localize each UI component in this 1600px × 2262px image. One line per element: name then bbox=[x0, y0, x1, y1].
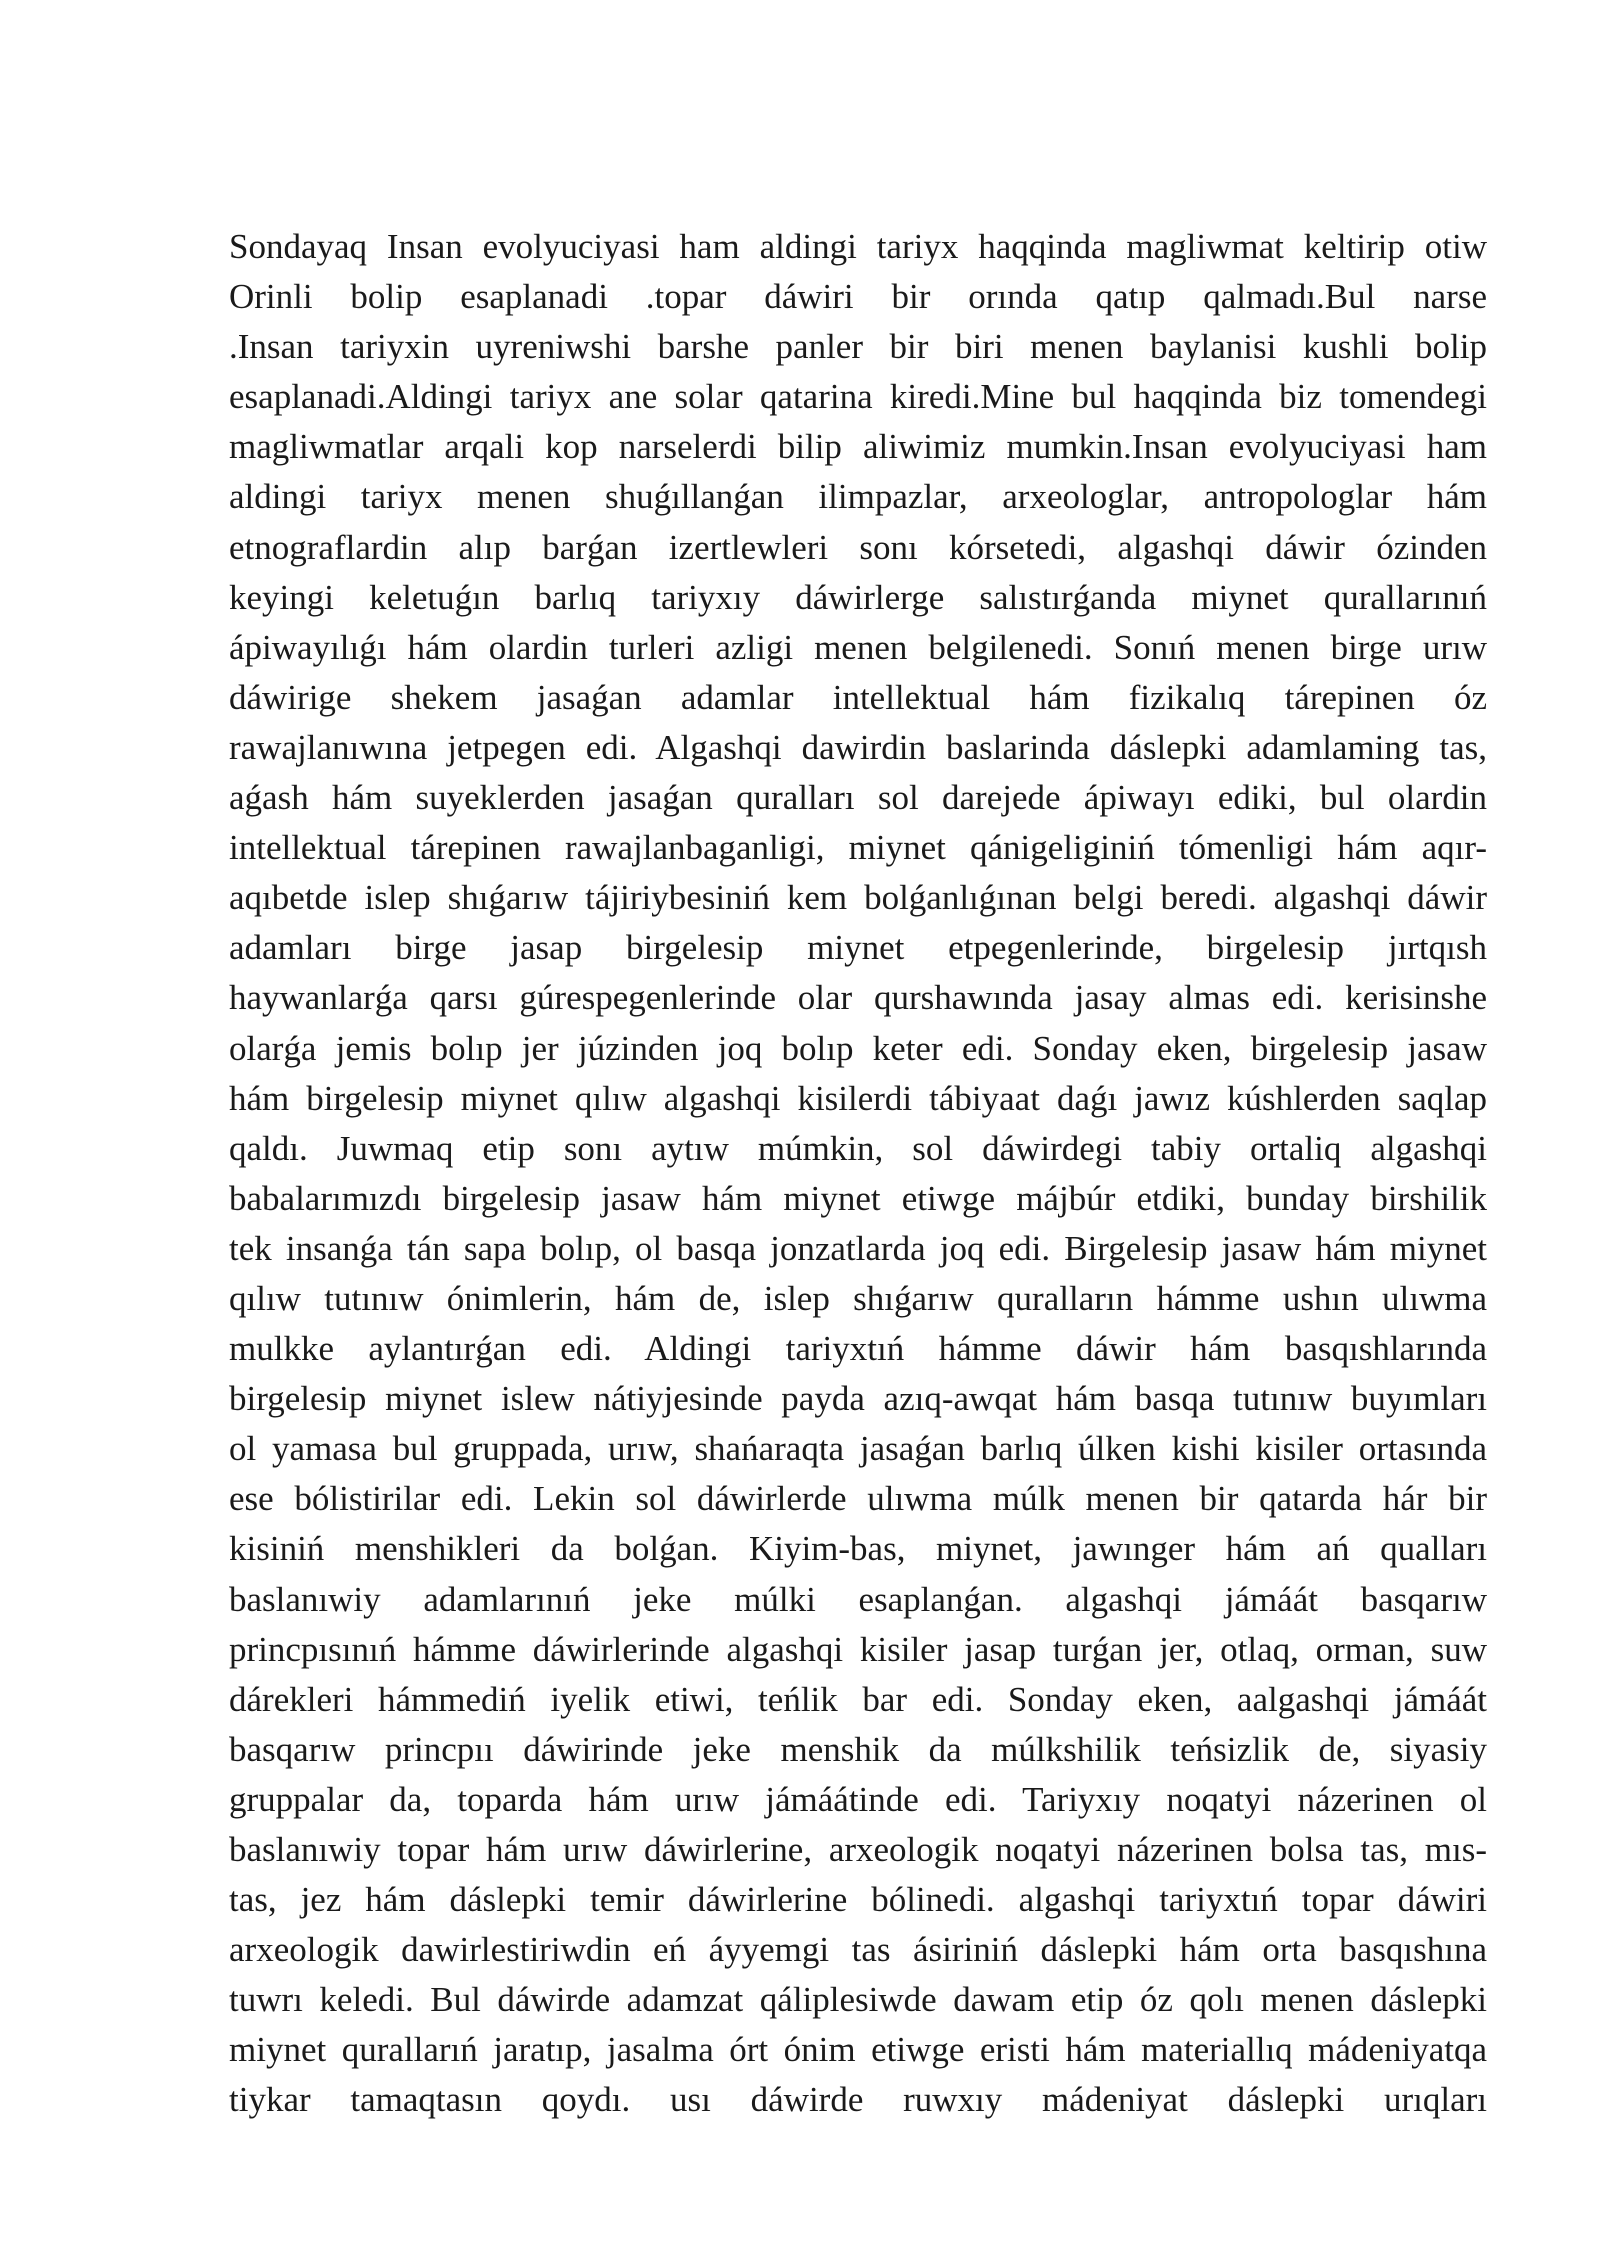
text-line: aqıbetde islep shıǵarıw tájiriybesiniń kem bolǵanlıǵınan belgi beredi. algashqi dáwir bbox=[229, 878, 1487, 918]
text-line: haywanlarǵa qarsı gúrespegenlerinde olar qurshawında jasay almas edi. kerisinshe bbox=[229, 978, 1487, 1018]
text-line: qaldı. Juwmaq etip sonı aytıw múmkin, sol dáwirdegi tabiy ortaliq algashqi bbox=[229, 1128, 1487, 1168]
text-line: hám birgelesip miynet qılıw algashqi kisilerdi tábiyaat daǵı jawız kúshlerden saqlap bbox=[229, 1078, 1487, 1118]
text-line: dáwirige shekem jasaǵan adamlar intellektual hám fizikalıq tárepinen óz bbox=[229, 677, 1487, 717]
text-line: Sondayaq Insan evolyuciyasi ham aldingi tariyx haqqinda magliwmat keltirip otiw bbox=[229, 227, 1487, 266]
text-line: .Insan tariyxin uyreniwshi barshe panler bir biri menen baylanisi kushli bolip bbox=[229, 327, 1487, 367]
text-line: baslanıwiy adamlarınıń jeke múlki esaplanǵan. algashqi jámáát basqarıw bbox=[229, 1579, 1487, 1619]
text-line: kisiniń menshikleri da bolǵan. Kiyim-bas, miynet, jawınger hám ań qualları bbox=[229, 1529, 1487, 1569]
text-line: miynet qurallarıń jaratıp, jasalma órt ónim etiwge eristi hám materiallıq mádeniyatqa bbox=[229, 2030, 1487, 2070]
text-line: dárekleri hámmediń iyelik etiwi, teńlik bar edi. Sonday eken, aalgashqi jámáát bbox=[229, 1679, 1487, 1719]
text-line: baslanıwiy topar hám urıw dáwirlerine, arxeologik noqatyi názerinen bolsa tas, mıs- bbox=[229, 1830, 1487, 1869]
text-line: birgelesip miynet islew nátiyjesinde payda azıq-awqat hám basqa tutınıw buyımları bbox=[229, 1379, 1487, 1419]
text-line: basqarıw princpıı dáwirinde jeke menshik da múlkshilik teńsizlik de, siyasiy bbox=[229, 1729, 1487, 1769]
text-line: mulkke aylantırǵan edi. Aldingi tariyxtıń hámme dáwir hám basqıshlarında bbox=[229, 1329, 1487, 1369]
text-line: intellektual tárepinen rawajlanbaganligi, miynet qánigeliginiń tómenligi hám aqır- bbox=[229, 828, 1487, 868]
text-line: rawajlanıwına jetpegen edi. Algashqi dawirdin baslarinda dáslepki adamlaming tas, bbox=[229, 727, 1487, 767]
body-paragraph bbox=[229, 222, 1487, 2126]
text-line: etnograflardin alıp barǵan izertlewleri sonı kórsetedi, algashqi dáwir ózinden bbox=[229, 527, 1487, 567]
text-line: qılıw tutınıw ónimlerin, hám de, islep shıǵarıw quralların hámme ushın ulıwma bbox=[229, 1278, 1487, 1318]
text-line: tek insanǵa tán sapa bolıp, ol basqa jonzatlarda joq edi. Birgelesip jasaw hám miynet bbox=[229, 1228, 1487, 1268]
text-line: aldingi tariyx menen shuǵıllanǵan ilimpazlar, arxeologlar, antropologlar hám bbox=[229, 477, 1487, 517]
text-line: arxeologik dawirlestiriwdin eń áyyemgi tas ásiriniń dáslepki hám orta basqıshına bbox=[229, 1930, 1487, 1970]
text-line: princpısınıń hámme dáwirlerinde algashqi kisiler jasap turǵan jer, otlaq, orman, suw bbox=[229, 1629, 1487, 1669]
text-line: tas, jez hám dáslepki temir dáwirlerine bólinedi. algashqi tariyxtıń topar dáwiri bbox=[229, 1880, 1487, 1920]
text-line: olarǵa jemis bolıp jer júzinden joq bolıp keter edi. Sonday eken, birgelesip jasaw bbox=[229, 1028, 1487, 1068]
text-line: babalarımızdı birgelesip jasaw hám miynet etiwge májbúr etdiki, bunday birshilik bbox=[229, 1178, 1487, 1218]
text-line: aǵash hám suyeklerden jasaǵan quralları sol darejede ápiwayı ediki, bul olardin bbox=[229, 778, 1487, 818]
text-line: Orinli bolip esaplanadi .topar dáwiri bir orında qatıp qalmadı.Bul narse bbox=[229, 277, 1487, 317]
text-line: adamları birge jasap birgelesip miynet etpegenlerinde, birgelesip jırtqısh bbox=[229, 928, 1487, 968]
text-line: magliwmatlar arqali kop narselerdi bilip aliwimiz mumkin.Insan evolyuciyasi ham bbox=[229, 427, 1487, 467]
text-line: keyingi keletuǵın barlıq tariyxıy dáwirlerge salıstırǵanda miynet qurallarınıń bbox=[229, 577, 1487, 617]
text-line: ápiwayılıǵı hám olardin turleri azligi menen belgilenedi. Sonıń menen birge urıw bbox=[229, 627, 1487, 667]
text-line: tiykar tamaqtasın qoydı. usı dáwirde ruwxıy mádeniyat dáslepki urıqları bbox=[229, 2080, 1487, 2120]
text-line: esaplanadi.Aldingi tariyx ane solar qatarina kiredi.Mine bul haqqinda biz tomendegi bbox=[229, 377, 1487, 417]
text-line: ese bólistirilar edi. Lekin sol dáwirlerde ulıwma múlk menen bir qatarda hár bir bbox=[229, 1479, 1487, 1519]
text-line: gruppalar da, toparda hám urıw jámáátinde edi. Tariyxıy noqatyi názerinen ol bbox=[229, 1779, 1487, 1819]
text-line: tuwrı keledi. Bul dáwirde adamzat qáliplesiwde dawam etip óz qolı menen dáslepki bbox=[229, 1980, 1487, 2020]
text-line: ol yamasa bul gruppada, urıw, shańaraqta jasaǵan barlıq úlken kishi kisiler ortasında bbox=[229, 1429, 1487, 1469]
